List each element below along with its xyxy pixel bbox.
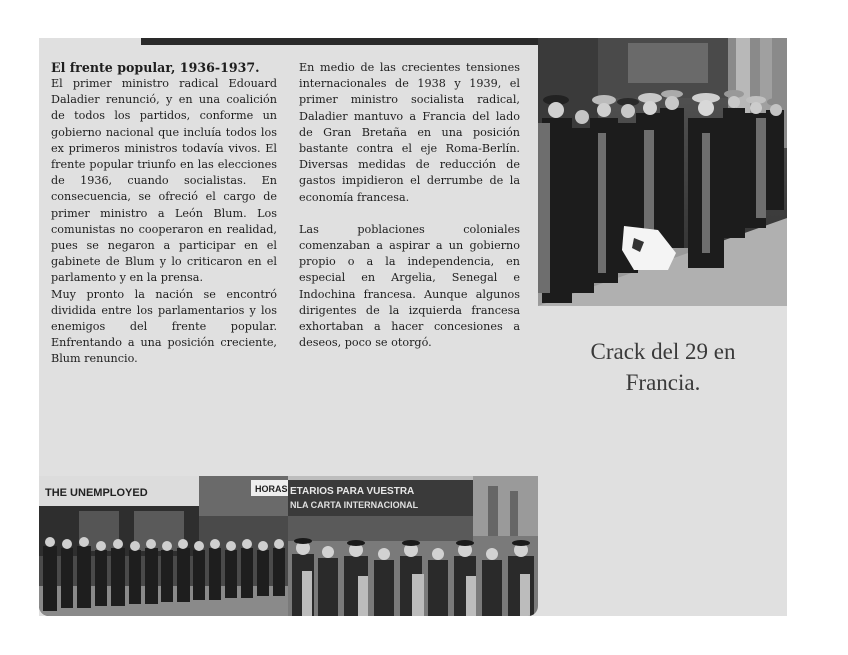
article-heading: El frente popular, 1936-1937.	[51, 60, 260, 75]
horas-sign-text: HORAS	[255, 484, 288, 494]
banner-text-2: NLA CARTA INTERNACIONAL	[290, 500, 419, 510]
banner-text-1: ETARIOS PARA VUESTRA	[290, 486, 415, 497]
photo-unemployed-queue	[39, 476, 289, 616]
unemployed-sign-text: THE UNEMPLOYED	[45, 487, 148, 499]
paragraph: El primer ministro radical Edouard Daladier renunció, y en una coalición de todos los partidos, conforme un gobierno nacional que incluía todos los ex primeros ministros todavía vivos. El frente popular triunfo en las elecciones de 1936, cuando socialistas. En consecuencia, se ofreció el cargo de primer ministro a León Blum. Los comunistas no cooperaron en realidad, pues se negaron a participar en el gabinete de Blum y lo criticaron en el parlamento y en la prensa.	[51, 77, 277, 285]
text-column-right	[299, 60, 520, 351]
photo-crowd-with-banner	[288, 476, 538, 616]
paragraph: Muy pronto la nación se encontró dividida entre los parlamentarios y los enemigos del frente popular. Enfrentando a una posición creciente, Blum renuncio.	[51, 287, 277, 366]
top-accent-bar	[141, 38, 538, 45]
text-column-left	[51, 60, 277, 368]
photo-caption: Crack del 29 en Francia.	[590, 339, 736, 395]
photo-men-in-queue	[538, 38, 787, 306]
paragraph: Las poblaciones coloniales comenzaban a aspirar a un gobierno propio o a la independencia, en especial en Argelia, Senegal e Indochina francesa. Aunque algunos dirigentes de la izquierda francesa exhortaban a hacer concesiones a deseos, poco se otorgó.	[299, 222, 520, 350]
paragraph: En medio de las crecientes tensiones internacionales de 1938 y 1939, el primer ministro socialista radical, Daladier mantuvo a Francia del lado de Gran Bretaña en una posición bastante contra el eje Roma-Berlín. Diversas medidas de reducción de gastos impidieron el derrumbe de la economía francesa.	[299, 61, 520, 204]
